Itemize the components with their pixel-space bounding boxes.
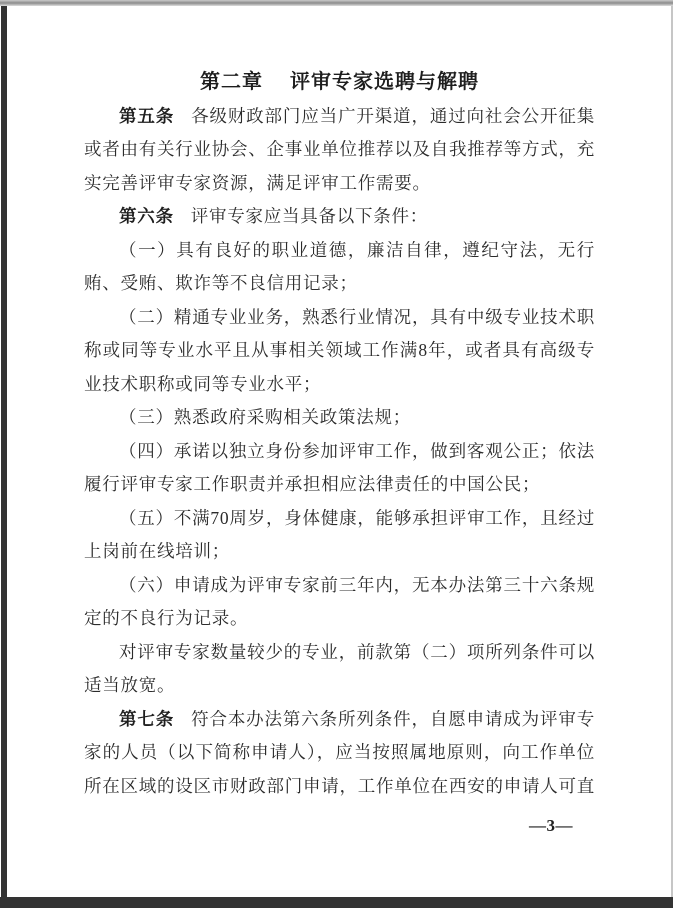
- article-number: 第六条: [119, 206, 174, 226]
- paragraph: [84, 401, 595, 435]
- paragraph: [84, 100, 595, 201]
- scan-left-edge: [1, 0, 7, 908]
- document-page: [84, 66, 595, 843]
- article-number: 第七条: [119, 708, 175, 729]
- paragraph-text: 对评审专家数量较少的专业，前款第（二）项所列条件可以适当放宽。: [84, 641, 595, 695]
- chapter-label: 第二章: [200, 71, 263, 93]
- chapter-name: 评审专家选聘与解聘: [290, 71, 479, 93]
- paragraph-text: （五）不满70周岁，身体健康，能够承担评审工作，且经过上岗前在线培训；: [84, 507, 595, 561]
- scan-bottom-edge: [0, 897, 673, 908]
- paragraph-text: （四）承诺以独立身份参加评审工作，做到客观公正；依法履行评审专家工作职责并承担相应法律责任的中国公民；: [84, 440, 595, 494]
- paragraph-text: （六）申请成为评审专家前三年内，无本办法第三十六条规定的不良行为记录。: [84, 574, 595, 628]
- paragraph-text: （三）熟悉政府采购相关政策法规；: [119, 407, 411, 427]
- paragraph-list: [84, 100, 595, 804]
- paragraph: [84, 703, 595, 804]
- chapter-title: [84, 66, 595, 100]
- paragraph: [84, 569, 595, 636]
- scan-top-edge: [0, 0, 673, 6]
- paragraph-text: （一）具有良好的职业道德，廉洁自律，遵纪守法，无行贿、受贿、欺诈等不良信用记录；: [84, 239, 595, 293]
- paragraph: [84, 502, 595, 569]
- paragraph: [84, 234, 595, 301]
- paragraph: [84, 435, 595, 502]
- paragraph-text: 符合本办法第六条所列条件，自愿申请成为评审专家的人员（以下简称申请人），应当按照属地原则，向工作单位所在区域的设区市财政部门申请，工作单位在西安的申请人可直: [84, 708, 595, 796]
- article-number: 第五条: [119, 105, 175, 126]
- paragraph: [84, 636, 595, 703]
- page-number: —3—: [529, 816, 573, 835]
- paragraph-text: 评审专家应当具备以下条件：: [190, 206, 428, 226]
- paragraph: [84, 301, 595, 402]
- paragraph-text: 各级财政部门应当广开渠道，通过向社会公开征集或者由有关行业协会、企事业单位推荐以及自我推荐等方式，充实完善评审专家资源，满足评审工作需要。: [84, 105, 595, 193]
- paragraph: [84, 200, 595, 234]
- paragraph-text: （二）精通专业业务，熟悉行业情况，具有中级专业技术职称或同等专业水平且从事相关领域工作满8年，或者具有高级专业技术职称或同等专业水平；: [84, 306, 595, 394]
